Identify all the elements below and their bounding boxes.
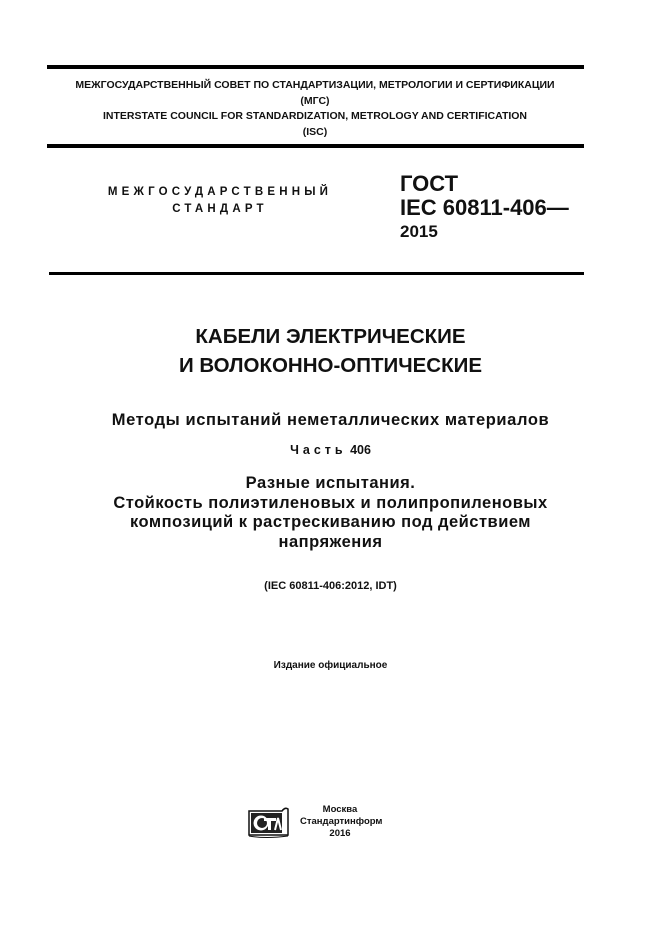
designation-bottom-rule (49, 272, 584, 275)
gost-label: ГОСТ (400, 171, 459, 196)
part-word: Часть (290, 443, 347, 457)
standard-type (90, 184, 350, 218)
edition-label: Издание официальное (273, 660, 388, 671)
publisher-name: Стандартинформ (300, 816, 383, 827)
iec-reference: (IEC 60811-406:2012, IDT) (264, 580, 397, 592)
standard-type-line1: МЕЖГОСУДАРСТВЕННЫЙ (107, 186, 333, 198)
header-bottom-rule (47, 144, 584, 148)
part-description (0, 474, 661, 552)
council-name-ru: МЕЖГОСУДАРСТВЕННЫЙ СОВЕТ ПО СТАНДАРТИЗАЦИИ, МЕТРОЛОГИИ И СЕРТИФИКАЦИИ (75, 79, 555, 91)
council-name-en: INTERSTATE COUNCIL FOR STANDARDIZATION, METROLOGY AND CERTIFICATION (102, 110, 528, 122)
gost-year: 2015 (400, 222, 438, 241)
description-line2: Стойкость полиэтиленовых и полипропиленовых (113, 493, 548, 512)
part-number: 406 (350, 443, 371, 457)
publisher-info (300, 804, 383, 840)
standard-type-line2: СТАНДАРТ (172, 203, 268, 215)
description-line4: напряжения (278, 532, 383, 551)
description-line3: композиций к растрескиванию под действием (129, 513, 532, 531)
council-abbr-ru: (МГС) (300, 94, 330, 107)
document-title (0, 322, 661, 380)
title-line1: КАБЕЛИ ЭЛЕКТРИЧЕСКИЕ (195, 325, 466, 348)
document-subtitle: Методы испытаний неметаллических материалов (111, 411, 550, 429)
publisher-year: 2016 (329, 828, 351, 839)
description-line1: Разные испытания. (245, 474, 416, 492)
standartinform-logo-icon (246, 805, 290, 839)
title-line2: И ВОЛОКОННО-ОПТИЧЕСКИЕ (178, 354, 483, 377)
gost-number: IEC 60811-406— (400, 195, 569, 220)
top-rule (47, 65, 584, 69)
council-header (47, 78, 583, 140)
gost-designation (400, 172, 569, 244)
publisher-city: Москва (322, 804, 358, 815)
council-abbr-en: (ISC) (302, 125, 328, 138)
part-label (0, 443, 661, 457)
